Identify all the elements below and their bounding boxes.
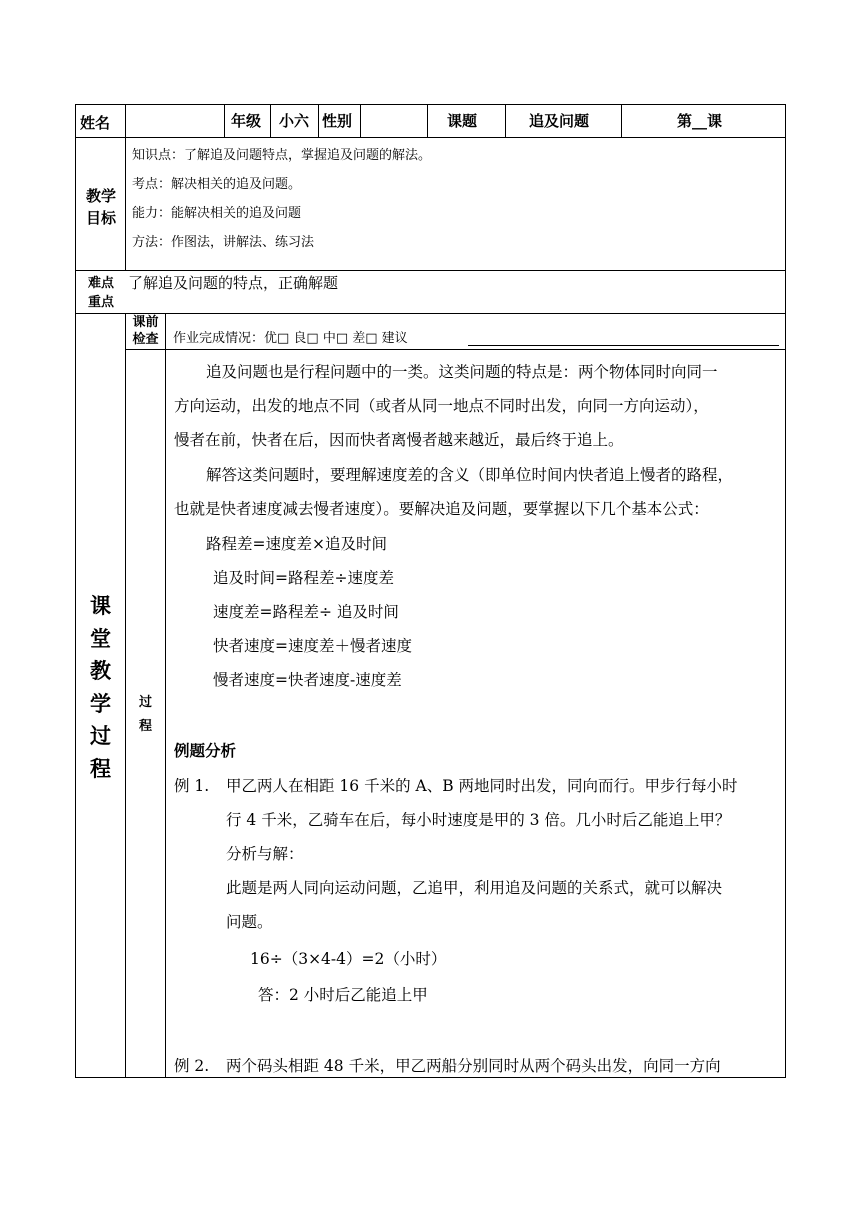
name-label: 姓名 xyxy=(80,114,111,132)
goal-item: 考点：解决相关的追及问题。 xyxy=(132,177,302,192)
process-side-char: 课 xyxy=(90,594,111,618)
process-side-char: 过 xyxy=(90,724,111,748)
example-1-line: 问题。 xyxy=(226,913,273,931)
suggestion-underline xyxy=(468,345,779,346)
topic-value: 追及问题 xyxy=(529,112,590,130)
key-points-label-line1: 难点 xyxy=(87,276,114,291)
example-1-calculation: 16÷（3×4-4）=2（小时） xyxy=(250,950,447,968)
key-points-label-line2: 重点 xyxy=(87,295,114,310)
precheck-label xyxy=(126,314,165,348)
intro-line: 方向运动，出发的地点不同（或者从同一地点不同时出发，向同一方向运动）， xyxy=(174,397,709,415)
formula-item: 快者速度=速度差＋慢者速度 xyxy=(213,637,412,655)
goals-list xyxy=(132,141,431,257)
formula-item: 路程差=速度差×追及时间 xyxy=(206,535,387,553)
inner-process-label-line1: 过 xyxy=(138,695,152,710)
process-side-char: 程 xyxy=(90,756,111,781)
intro-line: 慢者在前，快者在后，因而快者离慢者越来越近，最后终于追上。 xyxy=(174,431,624,449)
key-points-label xyxy=(80,274,122,312)
precheck-text: 作业完成情况：优□ 良□ 中□ 差□ 建议 xyxy=(173,331,408,346)
goal-item: 能力：能解决相关的追及问题 xyxy=(132,206,302,221)
example-1-line: 甲乙两人在相距 16 千米的 A、B 两地同时出发，同向而行。甲步行每小时 xyxy=(226,777,738,795)
inner-process-label-line2: 程 xyxy=(138,719,152,734)
formula-list xyxy=(206,527,412,697)
intro-line: 解答这类问题时，要理解速度差的含义（即单位时间内快者追上慢者的路程， xyxy=(206,466,734,484)
intro-line: 追及问题也是行程问题中的一类。这类问题的特点是：两个物体同时向同一 xyxy=(206,363,718,381)
process-side-char: 堂 xyxy=(90,626,111,651)
process-side-char: 教 xyxy=(90,659,111,683)
formula-item: 追及时间=路程差÷速度差 xyxy=(213,569,394,587)
goal-item: 知识点：了解追及问题特点，掌握追及问题的解法。 xyxy=(132,148,432,163)
inner-process-label xyxy=(126,691,165,739)
goals-label xyxy=(80,185,122,229)
process-side-label xyxy=(76,590,125,785)
example-1-answer: 答：2 小时后乙能追上甲 xyxy=(258,986,428,1004)
intro-paragraph-1 xyxy=(174,355,718,457)
example-1-line: 此题是两人同向运动问题，乙追甲，利用追及问题的关系式，就可以解决 xyxy=(226,879,723,897)
gender-label: 性别 xyxy=(322,112,353,130)
precheck-label-line1: 课前 xyxy=(132,315,159,330)
intro-paragraph-2 xyxy=(174,458,733,526)
grade-label: 年级 xyxy=(231,112,262,130)
example-heading: 例题分析 xyxy=(174,742,237,760)
formula-item: 慢者速度=快者速度-速度差 xyxy=(213,671,402,689)
key-points-text: 了解追及问题的特点，正确解题 xyxy=(128,274,339,292)
goal-item: 方法：作图法，讲解法、练习法 xyxy=(132,235,315,250)
example-1-line: 分析与解： xyxy=(226,845,304,863)
goals-label-line1: 教学 xyxy=(85,187,116,205)
formula-item: 速度差=路程差÷ 追及时间 xyxy=(213,603,399,621)
example-1-line: 行 4 千米，乙骑车在后，每小时速度是甲的 3 倍。几小时后乙能追上甲？ xyxy=(226,811,731,829)
intro-line: 也就是快者速度减去慢者速度）。要解决追及问题，要掌握以下几个基本公式： xyxy=(174,500,709,518)
precheck-label-line2: 检查 xyxy=(132,332,159,347)
example-1-body xyxy=(226,769,738,939)
lesson-label: 第__课 xyxy=(677,112,723,130)
example-1-number: 例 1. xyxy=(174,777,210,795)
goals-label-line2: 目标 xyxy=(85,209,116,227)
grade-value: 小六 xyxy=(279,112,310,130)
process-side-char: 学 xyxy=(90,691,111,716)
example-2-number: 例 2. xyxy=(174,1057,210,1075)
example-2-line: 两个码头相距 48 千米，甲乙两船分别同时从两个码头出发，向同一方向 xyxy=(226,1057,721,1075)
topic-label: 课题 xyxy=(447,112,478,130)
